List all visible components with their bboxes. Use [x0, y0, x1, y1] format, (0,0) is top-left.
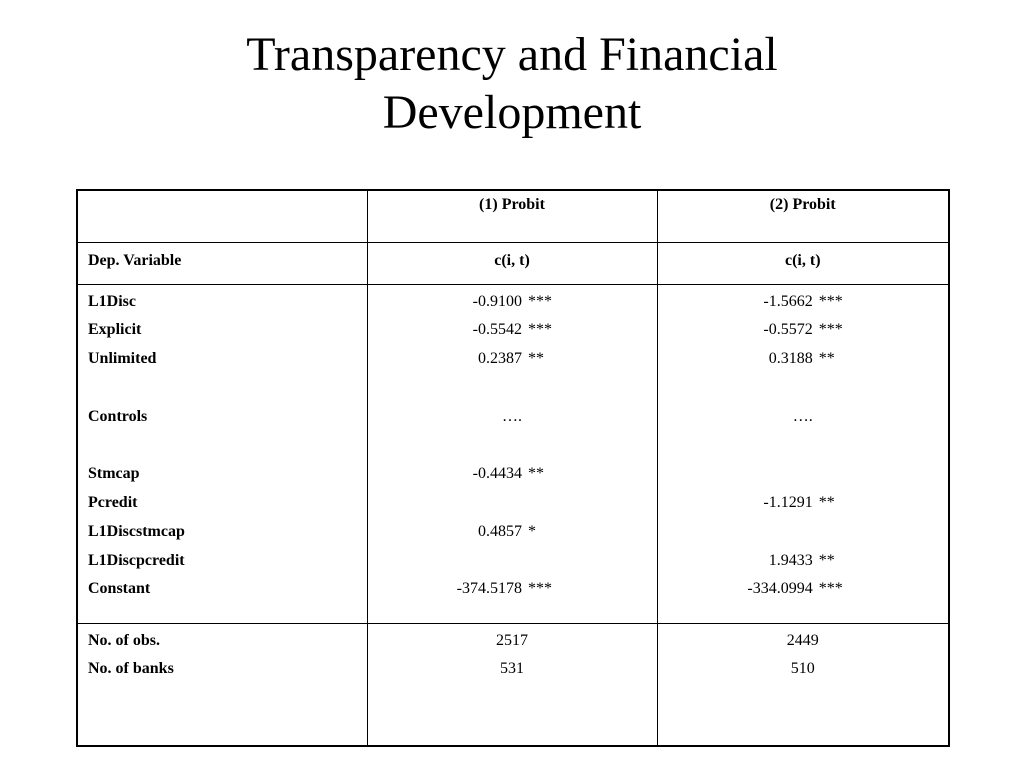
- model-1-coefficient-value: 0.2387: [478, 350, 522, 368]
- variable-label: L1Discpcredit: [88, 551, 185, 569]
- dep-variable-label: Dep. Variable: [77, 242, 367, 284]
- model-1-significance-stars: **: [528, 465, 544, 483]
- model-1-coefficient-value: ….: [502, 407, 522, 425]
- model-2-coefficient-line: [658, 316, 949, 345]
- model-2-significance-stars: ***: [818, 580, 843, 598]
- model-1-significance-stars: **: [528, 350, 544, 368]
- sample-label: No. of obs.: [88, 631, 161, 649]
- variable-label: Controls: [88, 407, 148, 425]
- model-2-significance-stars: **: [818, 350, 835, 368]
- model-2-significance-stars: **: [818, 494, 835, 512]
- dep-variable-row: [77, 242, 949, 284]
- model-1-coefficient-line: [368, 316, 657, 345]
- model-1-coefficient-value: -0.4434: [472, 465, 522, 483]
- model-1-coefficient-line: [368, 431, 657, 460]
- model-2-coefficient-line: [658, 575, 949, 604]
- model-2-coefficient-line: [658, 403, 949, 432]
- model-2-coefficient-line: [658, 547, 949, 576]
- regression-results-table: [76, 189, 950, 747]
- model-1-coefficient-value: -0.9100: [472, 292, 522, 310]
- coefficients-row: [77, 284, 949, 623]
- model-1-sample-value: 531: [500, 660, 524, 678]
- model-2-sample-column: [657, 623, 949, 746]
- variable-label: [88, 431, 367, 460]
- sample-labels-column: [77, 623, 367, 746]
- model-2-coefficient-line: [658, 345, 949, 374]
- model-1-coefficient-value: -0.5542: [472, 321, 522, 339]
- variable-label: Unlimited: [88, 350, 157, 368]
- model-1-coefficient-line: [368, 518, 657, 547]
- model-1-coefficient-value: 0.4857: [478, 522, 522, 540]
- model-2-coefficient-line: [658, 431, 949, 460]
- model-2-coefficients-column: [657, 284, 949, 623]
- model-2-coefficient-value: 0.3188: [768, 350, 813, 368]
- model-1-significance-stars: ***: [528, 580, 552, 598]
- model-2-coefficient-line: [658, 288, 949, 317]
- model-1-significance-stars: *: [528, 522, 536, 540]
- model-2-coefficient-line: [658, 489, 949, 518]
- model-2-coefficient-value: -0.5572: [763, 321, 813, 339]
- model-2-sample-value: 2449: [786, 631, 819, 649]
- variable-label: L1Discstmcap: [88, 522, 185, 540]
- model-2-significance-stars: ***: [818, 292, 843, 310]
- model-1-significance-stars: ***: [528, 321, 552, 339]
- variable-label: [88, 374, 367, 403]
- model-1-coefficient-line: [368, 460, 657, 489]
- model-2-coefficient-line: [658, 374, 949, 403]
- variable-label: L1Disc: [88, 292, 136, 310]
- variable-label: Pcredit: [88, 494, 138, 512]
- table-header-row: [77, 190, 949, 242]
- model-2-significance-stars: ***: [818, 321, 843, 339]
- variable-label: Constant: [88, 580, 151, 598]
- model-1-coefficient-line: [368, 345, 657, 374]
- model-1-significance-stars: ***: [528, 292, 552, 310]
- dep-variable-model-2: c(i, t): [657, 242, 949, 284]
- model-2-sample-value: 510: [790, 660, 815, 678]
- model-1-coefficient-line: [368, 547, 657, 576]
- model-1-coefficient-line: [368, 575, 657, 604]
- sample-size-row: [77, 623, 949, 746]
- dep-variable-model-1: c(i, t): [367, 242, 657, 284]
- model-1-coefficient-value: -374.5178: [456, 580, 522, 598]
- header-cell-model-2: (2) Probit: [657, 190, 949, 242]
- slide-title-line-1: Transparency and Financial: [246, 28, 778, 81]
- model-1-coefficient-line: [368, 489, 657, 518]
- model-2-coefficient-line: [658, 518, 949, 547]
- model-1-coefficient-line: [368, 403, 657, 432]
- model-2-coefficient-value: 1.9433: [768, 551, 813, 569]
- variable-label: Stmcap: [88, 465, 140, 483]
- model-1-coefficient-line: [368, 288, 657, 317]
- model-1-coefficients-column: [367, 284, 657, 623]
- sample-label: No. of banks: [88, 660, 174, 678]
- header-cell-model-1: (1) Probit: [367, 190, 657, 242]
- model-2-coefficient-value: -1.5662: [763, 292, 813, 310]
- model-2-coefficient-value: -334.0994: [747, 580, 813, 598]
- model-2-coefficient-value: -1.1291: [763, 494, 813, 512]
- model-1-sample-column: [367, 623, 657, 746]
- model-1-sample-value: 2517: [496, 631, 528, 649]
- header-cell-blank: [77, 190, 367, 242]
- variable-labels-column: [77, 284, 367, 623]
- variable-label: Explicit: [88, 321, 142, 339]
- model-1-coefficient-line: [368, 374, 657, 403]
- model-2-significance-stars: **: [818, 551, 835, 569]
- model-2-coefficient-line: [658, 460, 949, 489]
- slide-title-line-2: Development: [382, 86, 642, 139]
- model-2-coefficient-value: ….: [792, 407, 813, 425]
- slide-title: [0, 26, 1024, 142]
